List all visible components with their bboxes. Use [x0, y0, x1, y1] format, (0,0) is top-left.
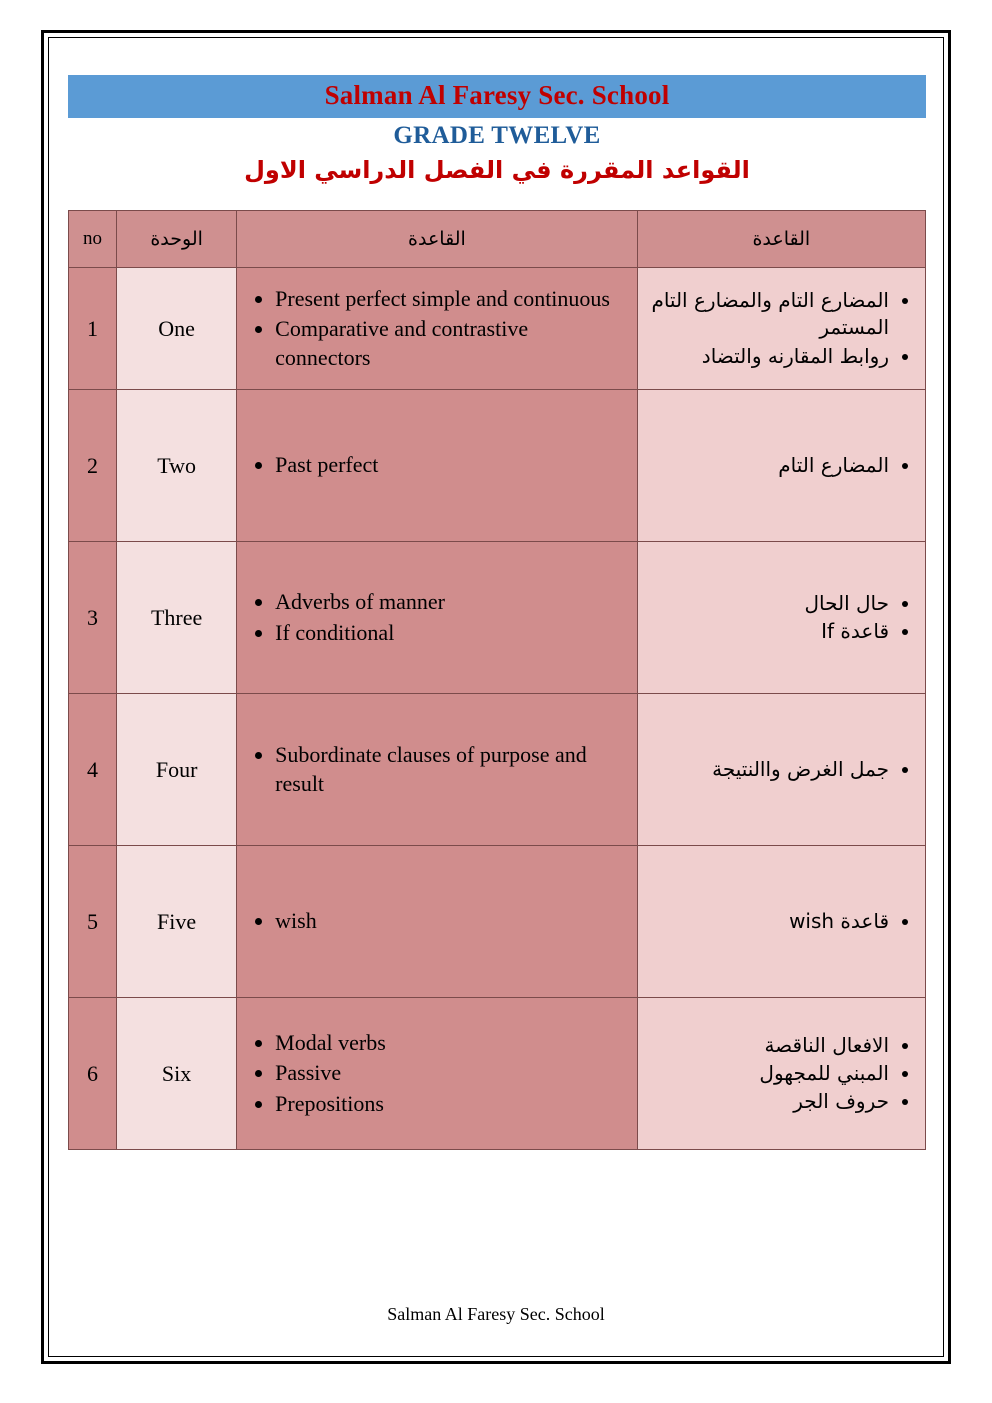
- rule-item-ar: • المبني للمجهول: [648, 1060, 889, 1087]
- arabic-subtitle: القواعد المقررة في الفصل الدراسي الاول: [244, 156, 750, 184]
- table-header: [69, 211, 926, 268]
- row-rules: [237, 998, 637, 1150]
- rule-item-ar: • حال الحال: [648, 590, 889, 617]
- table-row: [69, 846, 926, 998]
- row-unit: Six: [117, 998, 237, 1150]
- row-rules-ar: [637, 846, 925, 998]
- rule-item-ar: • حروف الجر: [648, 1088, 889, 1115]
- table-row: [69, 998, 926, 1150]
- header-cell-rule: القاعدة: [237, 211, 637, 268]
- row-rules: [237, 846, 637, 998]
- document-page: [41, 30, 951, 1364]
- table-body: [69, 268, 926, 1150]
- table-row: [69, 268, 926, 390]
- rule-item: • Present perfect simple and continuous: [275, 285, 626, 313]
- header-cell-unit: الوحدة: [117, 211, 237, 268]
- row-number: 1: [69, 268, 117, 390]
- row-unit: Four: [117, 694, 237, 846]
- rule-item-ar: • المضارع التام والمضارع التام المستمر: [648, 287, 889, 341]
- rule-item-ar: • جمل الغرض واالنتيجة: [648, 756, 889, 783]
- row-rules-ar: [637, 694, 925, 846]
- row-number: 4: [69, 694, 117, 846]
- row-rules-ar: [637, 542, 925, 694]
- header-cell-rule-ar: القاعدة: [637, 211, 925, 268]
- rule-item-ar: • قاعدة If: [648, 618, 889, 645]
- rule-item: • Passive: [275, 1059, 626, 1087]
- rule-item: • Adverbs of manner: [275, 588, 626, 616]
- rule-item: • Modal verbs: [275, 1029, 626, 1057]
- rule-item: • wish: [275, 907, 626, 935]
- row-number: 5: [69, 846, 117, 998]
- row-number: 2: [69, 390, 117, 542]
- rule-item: • Subordinate clauses of purpose and result: [275, 741, 626, 797]
- row-rules: [237, 268, 637, 390]
- row-unit: Five: [117, 846, 237, 998]
- rule-item: • Comparative and contrastive connectors: [275, 315, 626, 371]
- row-unit: One: [117, 268, 237, 390]
- row-number: 3: [69, 542, 117, 694]
- row-rules-ar: [637, 268, 925, 390]
- table-row: [69, 390, 926, 542]
- row-unit: Three: [117, 542, 237, 694]
- row-number: 6: [69, 998, 117, 1150]
- row-rules-ar: [637, 998, 925, 1150]
- rule-item-ar: • الافعال الناقصة: [648, 1032, 889, 1059]
- rule-item: • If conditional: [275, 619, 626, 647]
- page-footer: Salman Al Faresy Sec. School: [387, 1304, 605, 1324]
- grade-subtitle: GRADE TWELVE: [393, 122, 601, 149]
- document-content: [68, 75, 926, 1150]
- table-header-row: [69, 211, 926, 268]
- row-rules: [237, 390, 637, 542]
- table-row: [69, 542, 926, 694]
- table-row: [69, 694, 926, 846]
- grammar-table: [68, 210, 926, 1150]
- rule-item: • Past perfect: [275, 451, 626, 479]
- school-title-banner: Salman Al Faresy Sec. School: [68, 75, 926, 118]
- rule-item-ar: • قاعدة wish: [648, 908, 889, 935]
- rule-item: • Prepositions: [275, 1090, 626, 1118]
- header-cell-no: no: [69, 211, 117, 268]
- row-rules-ar: [637, 390, 925, 542]
- row-rules: [237, 694, 637, 846]
- row-rules: [237, 542, 637, 694]
- rule-item-ar: • المضارع التام: [648, 452, 889, 479]
- row-unit: Two: [117, 390, 237, 542]
- rule-item-ar: • روابط المقارنه والتضاد: [648, 343, 889, 370]
